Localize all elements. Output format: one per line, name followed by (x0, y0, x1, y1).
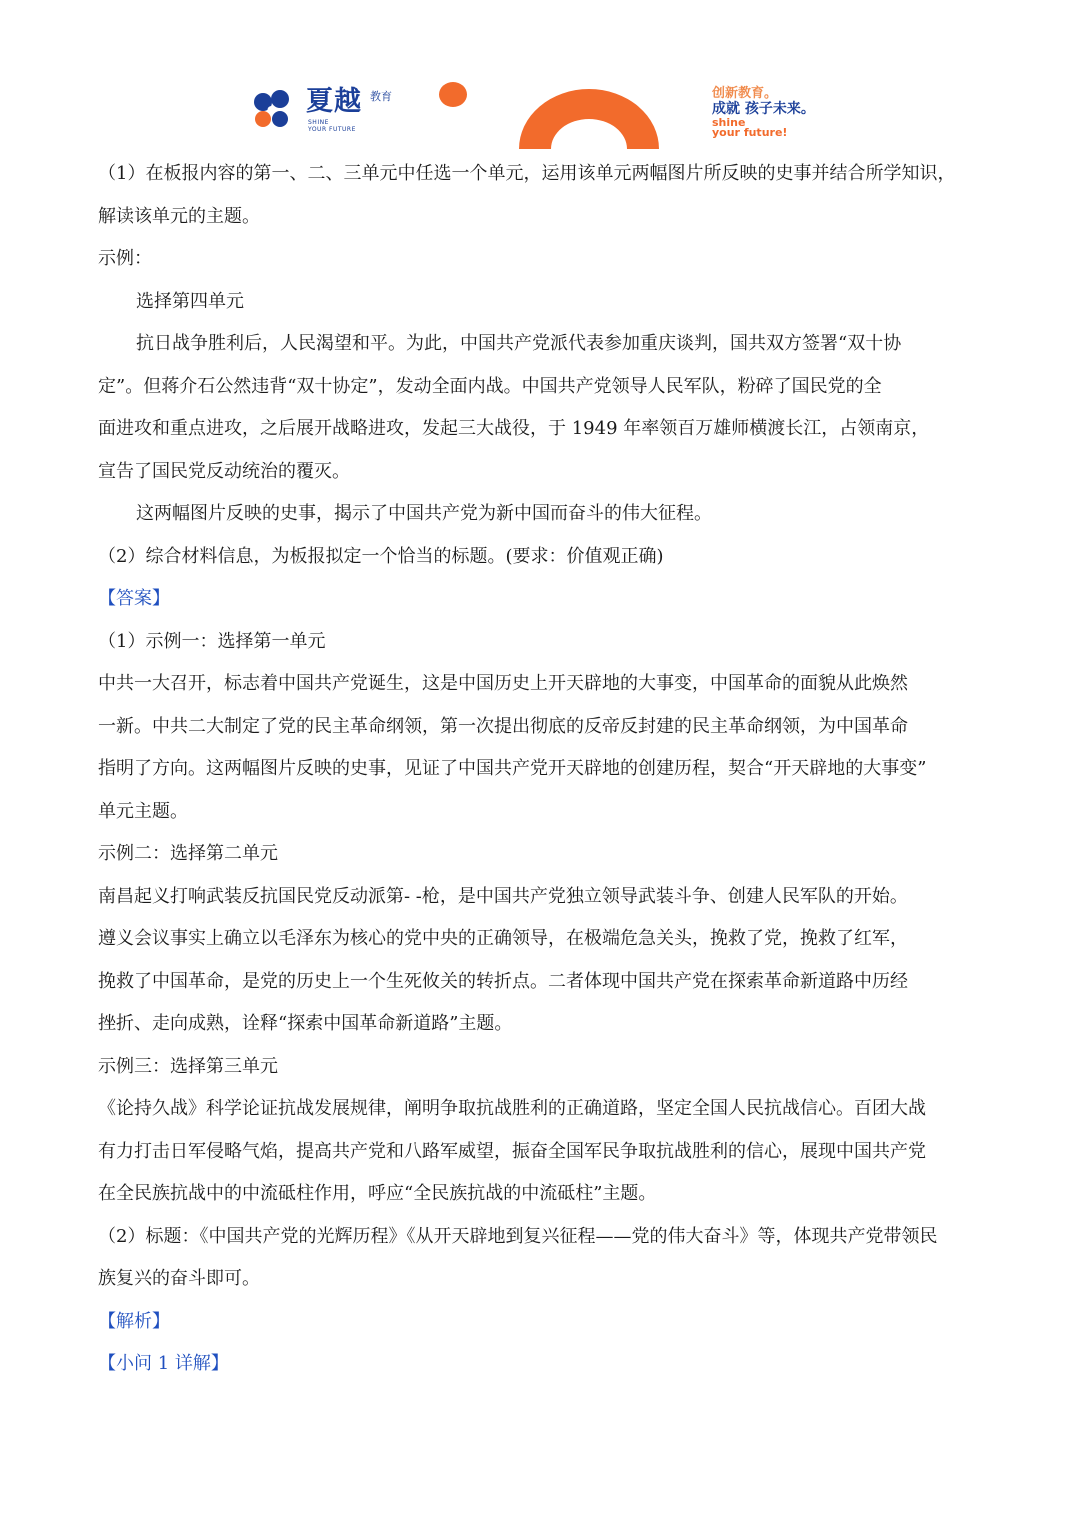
butterfly-logo-icon (252, 88, 300, 130)
section-tag: 【答案】 (98, 588, 170, 609)
page-header (0, 0, 1080, 150)
text-line: 解读该单元的主题。 (98, 205, 260, 227)
text-line: （1）在板报内容的第一、二、三单元中任选一个单元，运用该单元两幅图片所反映的史事并结合所学知识， (98, 163, 956, 184)
text-line: 示例三：选择第三单元 (98, 1055, 278, 1077)
text-line: 选择第四单元 (136, 290, 244, 312)
orange-arch-decoration (519, 89, 659, 149)
text-line: 中共一大召开，标志着中国共产党诞生，这是中国历史上开天辟地的大事变，中国革命的面貌从此焕然 (98, 673, 908, 694)
text-line: 单元主题。 (98, 800, 188, 822)
text-line: 挫折、走向成熟，诠释“探索中国革命新道路”主题。 (98, 1013, 513, 1034)
text-line: 《论持久战》科学论证抗战发展规律，阐明争取抗战胜利的正确道路，坚定全国人民抗战信心。百团大战 (98, 1098, 926, 1119)
brand-logo (252, 86, 412, 138)
text-line: 有力打击日军侵略气焰，提高共产党和八路军威望，振奋全国军民争取抗战胜利的信心，展现中国共产党 (98, 1140, 926, 1162)
text-line: （2）综合材料信息，为板报拟定一个恰当的标题。(要求：价值观正确) (98, 545, 664, 567)
text-line: 遵义会议事实上确立以毛泽东为核心的党中央的正确领导，在极端危急关头，挽救了党，挽救了红军， (98, 928, 908, 949)
section-tag: 【解析】 (98, 1310, 170, 1332)
document-body (98, 153, 988, 1386)
text-line: 指明了方向。这两幅图片反映的史事，见证了中国共产党开天辟地的创建历程，契合“开天辟地的大事变” (98, 758, 927, 779)
text-line: 挽救了中国革命，是党的历史上一个生死攸关的转折点。二者体现中国共产党在探索革命新道路中历经 (98, 970, 908, 992)
logo-chinese-name: 夏越 (306, 86, 362, 117)
text-line: 南昌起义打响武装反抗国民党反动派第- -枪，是中国共产党独立领导武装斗争、创建人民军队的开始。 (98, 885, 908, 907)
text-line: 面进攻和重点进攻，之后展开战略进攻，发起三大战役，于 1949 年率领百万雄师横渡长江，占领南京， (98, 418, 930, 439)
text-line: 在全民族抗战中的中流砥柱作用，呼应“全民族抗战的中流砥柱”主题。 (98, 1183, 657, 1204)
text-line: 示例： (98, 248, 152, 269)
text-line: 抗日战争胜利后，人民渴望和平。为此，中国共产党派代表参加重庆谈判，国共双方签署“双十协 (136, 333, 902, 354)
orange-dot-decoration (439, 82, 467, 107)
text-line: 这两幅图片反映的史事，揭示了中国共产党为新中国而奋斗的伟大征程。 (136, 503, 712, 524)
text-line: 宣告了国民党反动统治的覆灭。 (98, 460, 350, 482)
logo-edu-label: 教育 (370, 90, 392, 103)
text-line: （2）标题：《中国共产党的光辉历程》《从开天辟地到复兴征程——党的伟大奋斗》等，体现共产党带领民 (98, 1225, 938, 1247)
text-line: 一新。中共二大制定了党的民主革命纲领，第一次提出彻底的反帝反封建的民主革命纲领，为中国革命 (98, 715, 908, 737)
text-line: 示例二：选择第二单元 (98, 843, 278, 864)
brand-slogan: 创新教育。 成就 孩子未来。 shine your future! (712, 86, 815, 139)
text-line: （1）示例一：选择第一单元 (98, 630, 326, 652)
section-tag: 【小问 1 详解】 (98, 1353, 229, 1374)
logo-english-tagline: SHINE YOUR FUTURE (308, 119, 356, 133)
text-line: 定”。但蒋介石公然违背“双十协定”，发动全面内战。中国共产党领导人民军队，粉碎了国民党的全 (98, 375, 882, 397)
text-line: 族复兴的奋斗即可。 (98, 1268, 260, 1289)
